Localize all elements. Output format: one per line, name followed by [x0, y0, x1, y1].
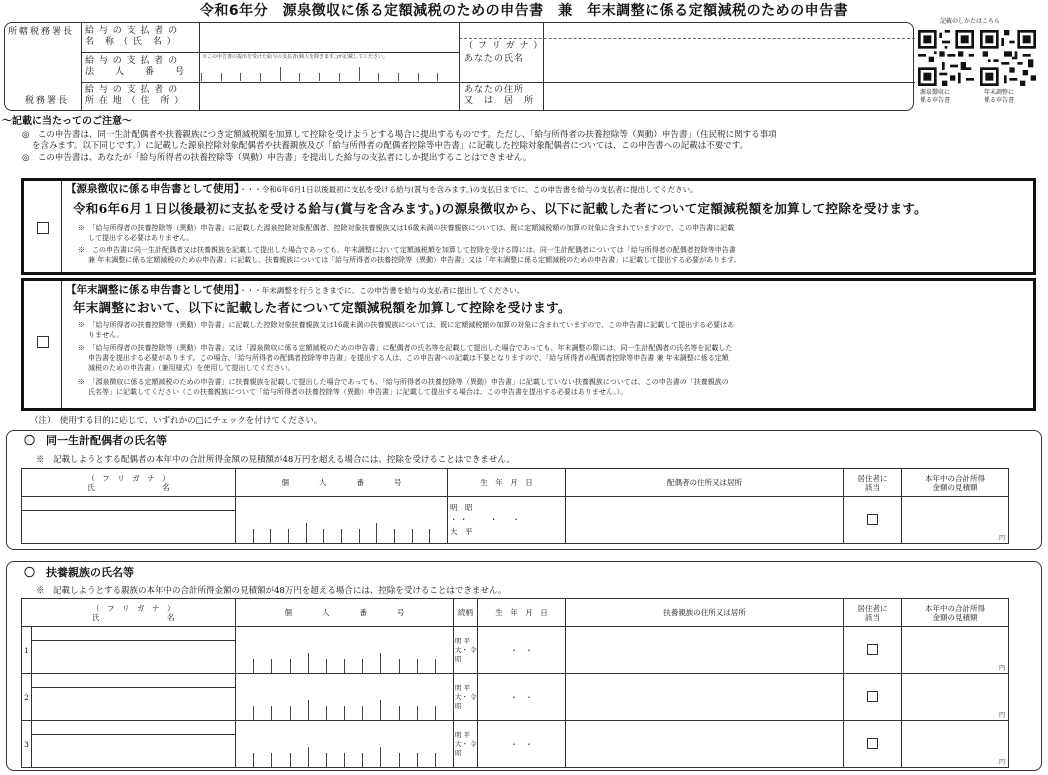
withholding-note-1a: ※ 「給与所得者の扶養控除等（異動）申告書」に記載した源泉控除対象配偶者、控除対象扶養親族又は16歳未満の扶養親族については、既に定額減税額の加算の対象に含まれていますので、この申告書に記載 — [78, 224, 735, 232]
dependent-number-input[interactable] — [236, 721, 454, 768]
spouse-section-title: 〇 同一生計配偶者の氏名等 — [24, 434, 167, 447]
spouse-name-input[interactable] — [22, 497, 236, 544]
qr1-label: 源泉徴収に 係る申告書 — [920, 89, 951, 104]
year-end-subheading: ・・・年末調整を行うときまでに、この申告書を給与の支払者に提出してください。 — [239, 286, 525, 295]
spouse-col-birth: 生 年 月 日 — [448, 469, 566, 497]
dependent-row — [22, 721, 1009, 768]
dependent-birth-input[interactable]: ・ ・ — [478, 627, 566, 674]
year-end-note-2c: 減税のための申告書」（兼用様式）を使用して提出してください。 — [88, 364, 295, 372]
dependent-resident-checkbox[interactable] — [867, 738, 878, 749]
dependent-row-number: 1 — [22, 627, 32, 674]
dependents-col-address: 扶養親族の住所又は居所 — [566, 599, 844, 627]
payer-address-label: 給 与 の 支 払 者 の 所 在 地 （ 住 所 ） — [85, 85, 185, 106]
spouse-resident-checkbox[interactable] — [867, 514, 878, 525]
spouse-col-income: 本年中の合計所得 金額の見積額 — [902, 469, 1009, 497]
spouse-col-name: （ フ リ ガ ナ ） 氏 名 — [22, 469, 236, 497]
dependent-row-number: 3 — [22, 721, 32, 768]
spouse-col-number: 個 人 番 号 — [236, 469, 448, 497]
payer-name-input[interactable] — [201, 25, 457, 51]
spouse-address-input[interactable] — [566, 497, 844, 544]
dependent-income-input[interactable] — [902, 721, 1009, 768]
dependents-note: ※ 記載しようとする親族の本年中の合計所得金額の見積額が48万円を超える場合には、控除を受けることはできません。 — [36, 586, 507, 596]
year-end-main-statement: 年末調整において、以下に記載した者について定額減税額を加算して控除を受けます。 — [73, 300, 571, 315]
your-name-input[interactable] — [545, 40, 913, 80]
year-end-note-2b: 申告書を提出する必要があります。この場合、「給与所得者の配偶者控除等申告書」を提出する人は、この申告書への記載は不要となりますので、「給与所得者の配偶者控除等申告書 兼 年末調整に係る定額 — [88, 354, 729, 362]
spouse-yen: 円 — [998, 534, 1005, 542]
year-end-heading-line — [66, 284, 524, 297]
dependent-resident-cell — [844, 674, 902, 721]
dependent-number-input[interactable] — [236, 674, 454, 721]
form-title: 令和6年分 源泉徴収に係る定額減税のための申告書 兼 年末調整に係る定額減税のための申告書 — [199, 3, 849, 19]
your-address-input[interactable] — [545, 84, 913, 109]
dependent-birth-input[interactable]: ・ ・ — [478, 674, 566, 721]
qr-code-withholding-icon[interactable] — [918, 30, 974, 86]
year-end-note-3a: ※ 「源泉徴収に係る定額減税のための申告書」に扶養親族を記載して提出した場合であっても、「給与所得者の扶養控除等（異動）申告書」に記載していない扶養親族については、この申告書の「扶養親族の — [78, 378, 729, 386]
qr2-label: 年末調整に 係る申告書 — [984, 89, 1015, 104]
dependent-income-input[interactable] — [902, 627, 1009, 674]
dependent-row-number: 2 — [22, 674, 32, 721]
dependents-col-resident: 居住者に 該当 — [844, 599, 902, 627]
your-address-label: あなたの住所 又 は 居 所 — [464, 85, 535, 106]
note-paragraph-1a: ◎ この申告書は、同一生計配偶者や扶養親族につき定額減税額を加算して控除を受けようとする場合に提出するものです。ただし、「給与所得者の扶養控除等（異動）申告書」（住民税に関する事項 — [22, 130, 777, 140]
dependent-address-input[interactable] — [566, 627, 844, 674]
dependent-era: 明 平 大・ 令 昭 — [454, 674, 478, 721]
dependent-address-input[interactable] — [566, 721, 844, 768]
dependent-income-input[interactable] — [902, 674, 1009, 721]
dependent-era: 明 平 大・ 令 昭 — [454, 721, 478, 768]
dependent-birth-input[interactable]: ・ ・ — [478, 721, 566, 768]
year-end-heading: 【年末調整に係る申告書として使用】 — [66, 284, 240, 296]
payer-number-input[interactable] — [201, 63, 457, 81]
withholding-note-1b: して提出する必要はありません。 — [88, 234, 194, 242]
notes-heading: 〜記載に当たってのご注意〜 — [2, 116, 132, 127]
note-paragraph-1b: を含みます。以下同じです。）に記載した源泉控除対象配偶者や扶養親族及び「給与所得者の配偶者控除等申告書」に記載した控除対象配偶者については、この申告書への記載は不要です。 — [32, 141, 749, 151]
year-end-note-3b: 氏名等」に記載してください（この扶養親族について「給与所得者の扶養控除等（異動）申告書」に記載して提出する場合は、この申告書を提出する必要はありません。）。 — [88, 388, 628, 396]
spouse-birth-input[interactable] — [448, 497, 566, 544]
tax-office-suffix: 税務署長 — [25, 96, 70, 106]
payer-number-note: ※この申告書の提出を受けた給与の支払者(個人を除きます。)が記載してください。 — [202, 54, 389, 60]
row-number-header — [22, 599, 32, 627]
withholding-main-statement: 令和6年6月１日以後最初に支払を受ける給与(賞与を含みます。)の源泉徴収から、以下に記載した者について定額減税額を加算して控除を受けます。 — [73, 201, 927, 216]
furigana-input[interactable] — [545, 25, 913, 37]
dependent-row — [22, 627, 1009, 674]
dependents-col-name: （ フ リ ガ ナ ） 氏 名 — [32, 599, 236, 627]
dependent-yen: 円 — [998, 758, 1005, 766]
note-paragraph-2: ◎ この申告書は、あなたが「給与所得者の扶養控除等（異動）申告書」を提出した給与の支払者にしか提出することはできません。 — [22, 153, 532, 163]
dependents-col-birth: 生 年 月 日 — [478, 599, 566, 627]
header-block — [4, 22, 914, 111]
dependents-section-title: 〇 扶養親族の氏名等 — [24, 566, 134, 579]
year-end-note-1a: ※ 「給与所得者の扶養控除等（異動）申告書」に記載した控除対象扶養親族又は16歳未満の扶養親族については、既に定額減税額の加算の対象に含まれていますので、この申告書に記載して提出する必要はあ — [78, 321, 735, 329]
spouse-note: ※ 記載しようとする配偶者の本年中の合計所得金額の見積額が48万円を超える場合には、控除を受けることはできません。 — [36, 455, 515, 465]
your-name-label: あなたの氏名 — [464, 54, 525, 64]
dependent-name-input[interactable] — [32, 627, 236, 674]
spouse-col-resident: 居住者に 該当 — [844, 469, 902, 497]
tax-office-label: 所轄税務署長 — [8, 27, 75, 37]
spouse-era-1: 明 昭 — [450, 503, 473, 512]
dependent-name-input[interactable] — [32, 674, 236, 721]
dependent-resident-checkbox[interactable] — [867, 644, 878, 655]
withholding-subheading: ・・・令和6年6月1日以後最初に支払を受ける給与(賞与を含みます。)の支払日までに、この申告書を給与の支払者に提出してください。 — [239, 185, 698, 194]
dependent-address-input[interactable] — [566, 674, 844, 721]
dependent-resident-checkbox[interactable] — [867, 691, 878, 702]
spouse-income-input[interactable] — [902, 497, 1009, 544]
dependent-number-input[interactable] — [236, 627, 454, 674]
furigana-label: （ フ リ ガ ナ ） — [464, 41, 544, 51]
qr-caption: 記載のしかたはこちら — [940, 18, 1001, 25]
withholding-heading-line — [66, 183, 698, 196]
dependent-name-input[interactable] — [32, 721, 236, 768]
dependent-yen: 円 — [998, 664, 1005, 672]
withholding-usage-checkbox[interactable] — [37, 222, 49, 234]
withholding-note-2b: 兼 年末調整に係る定額減税のための申告書」に記載し、扶養親族については「給与所得者の扶養控除等（異動）申告書」又は「年末調整に係る定額減税のための申告書」に記載して提出する必要があります。 — [88, 256, 741, 264]
dependent-resident-cell — [844, 627, 902, 674]
year-end-note-2a: ※ 「給与所得者の扶養控除等（異動）申告書」又は「源泉徴収に係る定額減税のための申告書」に配偶者の氏名等を記載して提出した場合であっても、年末調整の際には、同一生計配偶者の氏名等を記載した — [78, 344, 733, 352]
withholding-note-2a: ※ この申告書に同一生計配偶者又は扶養親族を記載して提出した場合であっても、年末調整において定額減税額を加算して控除を受ける際には、同一生計配偶者については「給与所得者の配偶者控除等申告書 — [78, 246, 736, 254]
payer-address-input[interactable] — [201, 84, 457, 109]
payer-number-label: 給 与 の 支 払 者 の 法 人 番 号 — [85, 56, 186, 77]
dependent-era: 明 平 大・ 令 昭 — [454, 627, 478, 674]
dependent-row — [22, 674, 1009, 721]
payer-name-label: 給 与 の 支 払 者 の 名 称 （ 氏 名 ） — [85, 26, 179, 47]
spouse-era-2: 大 平 — [450, 527, 473, 536]
dependent-yen: 円 — [998, 711, 1005, 719]
spouse-resident-cell — [844, 497, 902, 544]
dependents-col-number: 個 人 番 号 — [236, 599, 454, 627]
year-end-usage-checkbox[interactable] — [37, 336, 49, 348]
spouse-date-dots: ・ ・ ・ ・ — [450, 515, 520, 524]
withholding-heading: 【源泉徴収に係る申告書として使用】 — [66, 183, 240, 195]
year-end-note-1b: りません。 — [88, 331, 124, 339]
dependents-table — [21, 598, 1009, 768]
caution-note: （注） 使用する目的に応じて、いずれかの□にチェックを付けてください。 — [30, 416, 323, 426]
dependent-resident-cell — [844, 721, 902, 768]
spouse-table — [21, 468, 1009, 544]
dependents-col-relationship: 続柄 — [454, 599, 478, 627]
dependents-col-income: 本年中の合計所得 金額の見積額 — [902, 599, 1009, 627]
qr-code-year-end-icon[interactable] — [980, 30, 1036, 86]
spouse-col-address: 配偶者の住所又は居所 — [566, 469, 844, 497]
spouse-number-input[interactable] — [236, 497, 448, 544]
